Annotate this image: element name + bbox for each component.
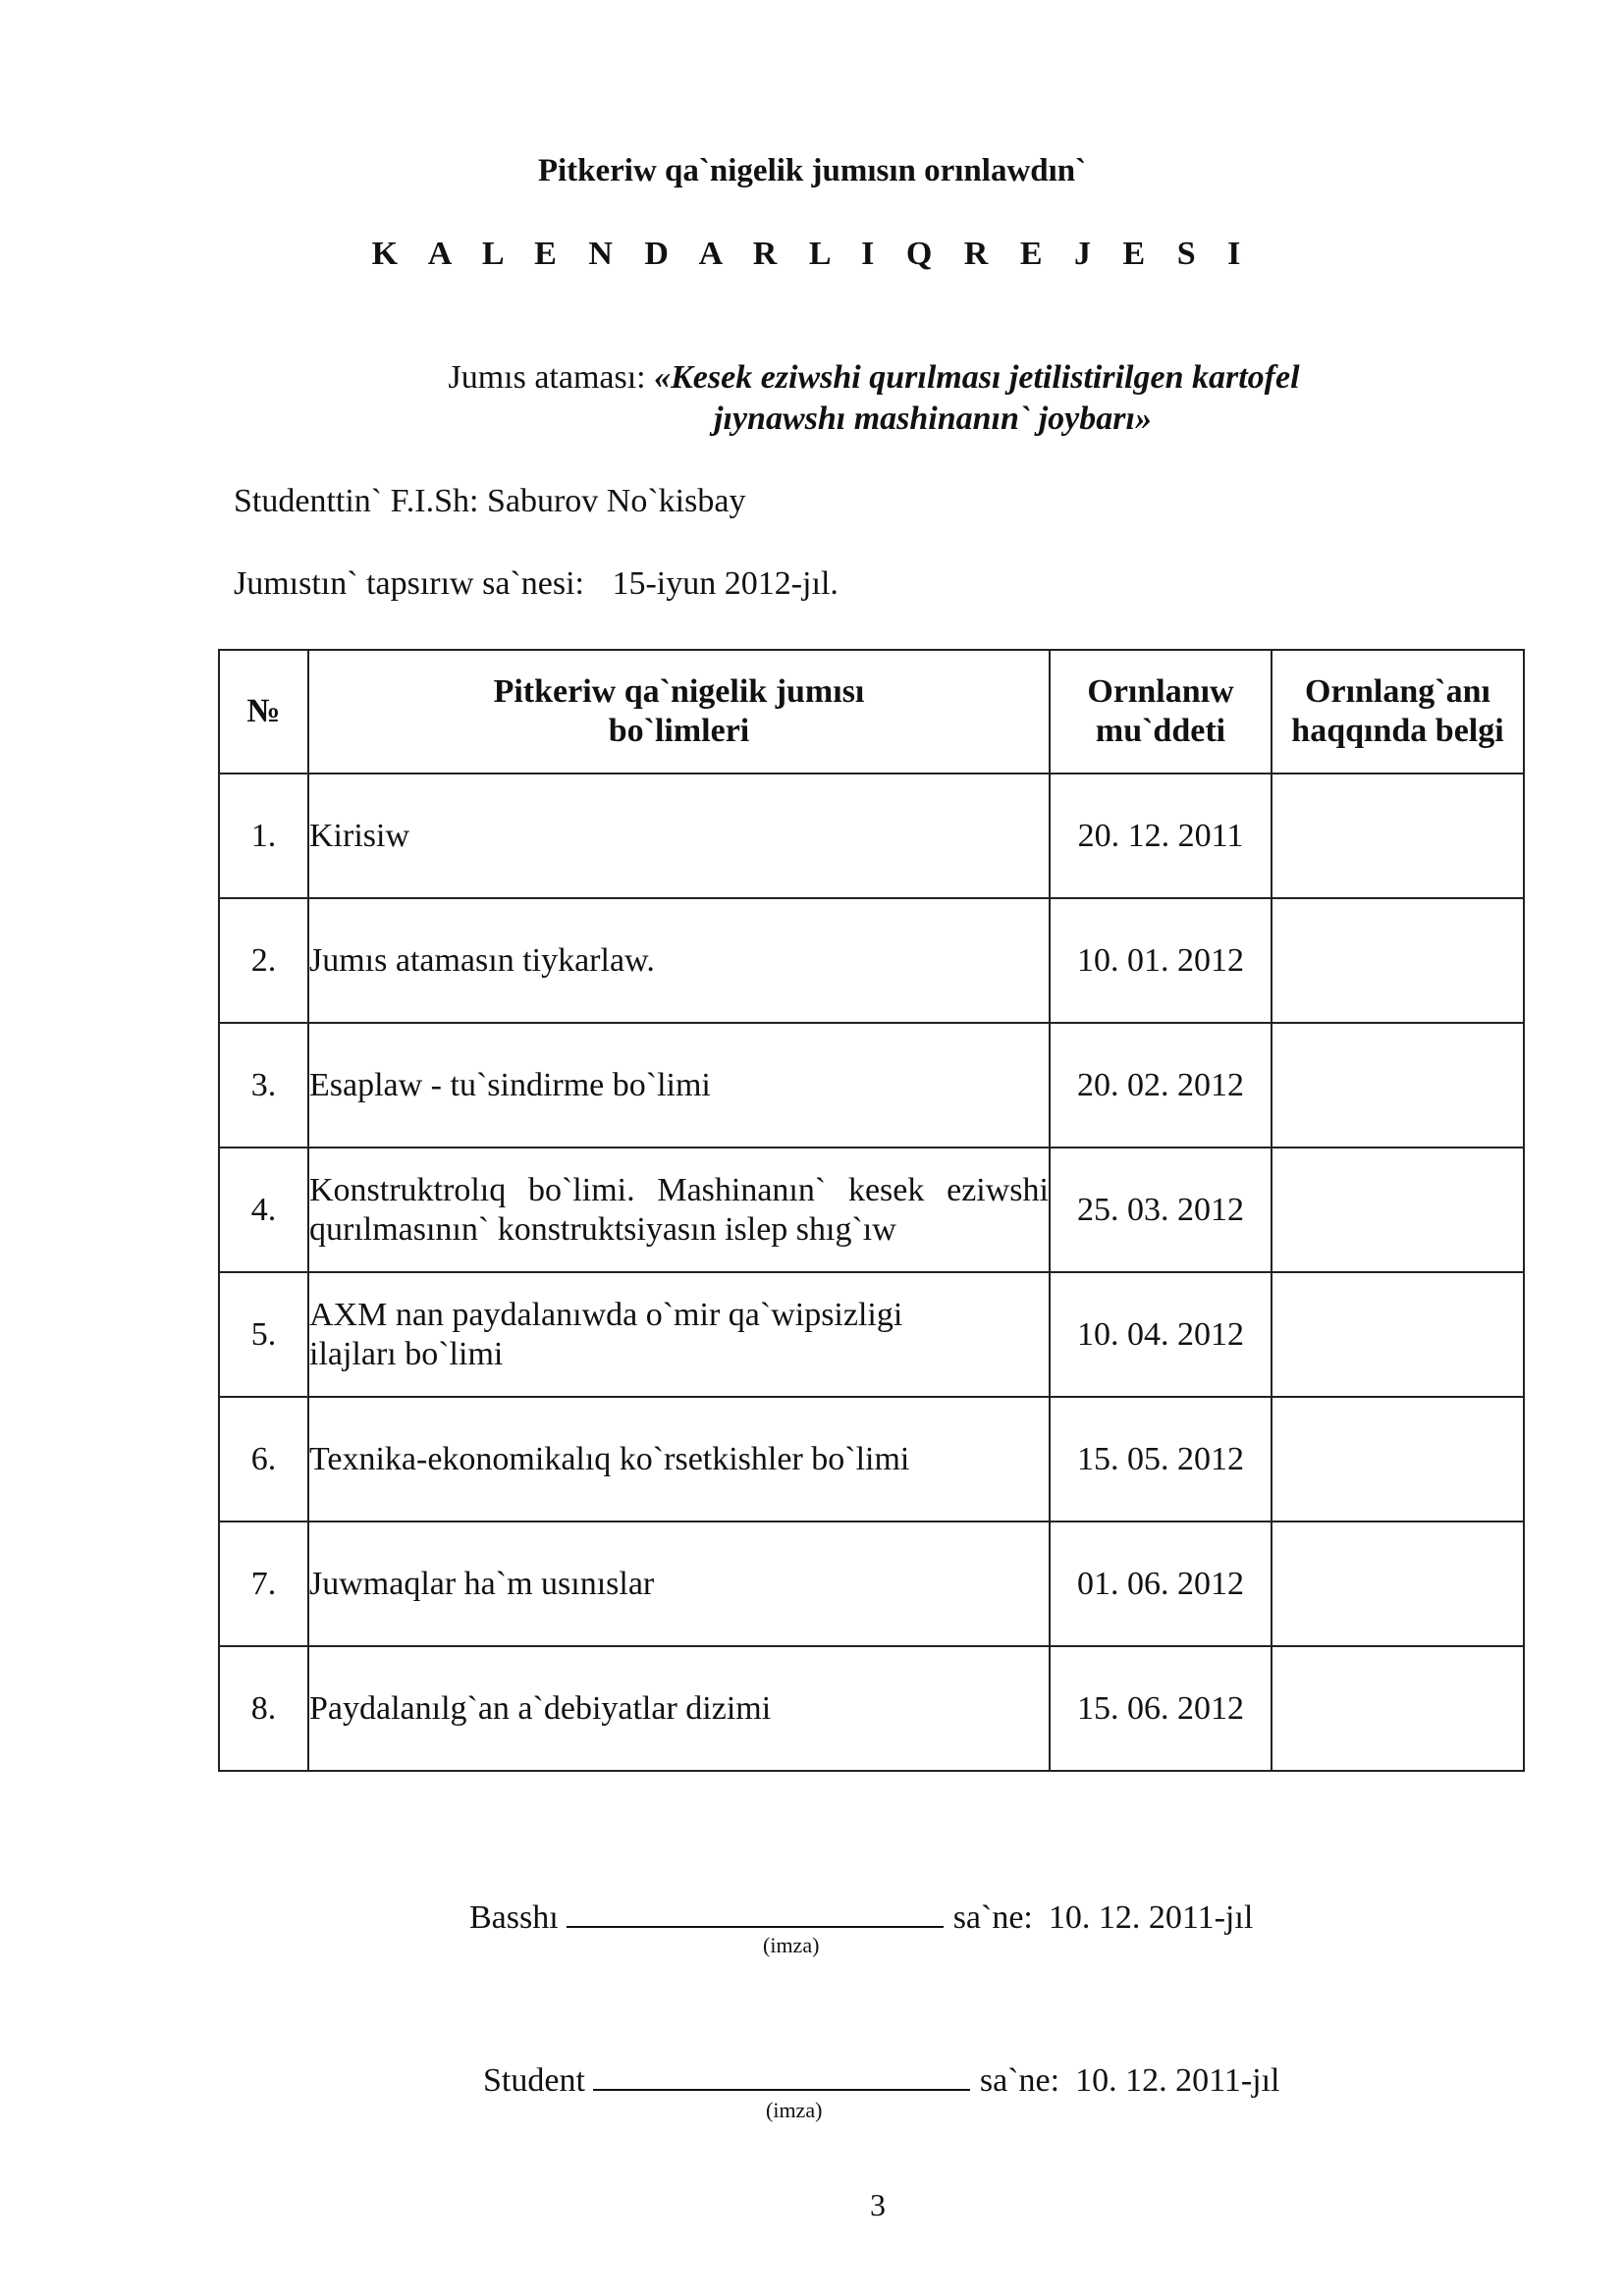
table-row (219, 898, 1524, 1023)
header-deadline: Orınlanıw mu`ddeti (1050, 650, 1272, 774)
header-section: Pitkeriw qa`nigelik jumısı bo`limleri (308, 650, 1050, 774)
row-num: 5. (219, 1272, 308, 1397)
table-row (219, 1397, 1524, 1522)
student-name: Saburov No`kisbay (486, 483, 746, 519)
row-section-name: Konstruktrolıq bo`limi. Mashinanın` kesek eziwshi qurılmasının` konstruktsiyasın islep shıg`ıw (308, 1148, 1050, 1272)
task-date-value: 15-iyun 2012-jıl. (612, 565, 839, 602)
row-deadline: 15. 06. 2012 (1050, 1646, 1272, 1771)
table-row (219, 1646, 1524, 1771)
student-signature-blank (593, 2057, 970, 2091)
task-date-label: Jumıstın` tapsırıw sa`nesi: (234, 565, 584, 602)
row-deadline: 25. 03. 2012 (1050, 1148, 1272, 1272)
row-section-name: Jumıs atamasın tiykarlaw. (308, 898, 1050, 1023)
student-label: Studenttin` F.I.Sh: (234, 483, 479, 519)
row-mark-cell (1272, 1522, 1524, 1646)
supervisor-label: Basshı (469, 1899, 559, 1936)
row-num: 8. (219, 1646, 308, 1771)
table-header-row (219, 650, 1524, 774)
supervisor-signature-line (469, 1895, 1253, 1937)
row-num: 2. (219, 898, 308, 1023)
row-mark-cell (1272, 1023, 1524, 1148)
student-signature-line (483, 2057, 1280, 2100)
row-deadline: 20. 02. 2012 (1050, 1023, 1272, 1148)
row-deadline: 01. 06. 2012 (1050, 1522, 1272, 1646)
table-row (219, 1522, 1524, 1646)
supervisor-imza-caption: (imza) (763, 1933, 820, 1957)
row-mark-cell (1272, 898, 1524, 1023)
header-mark: Orınlang`anı haqqında belgi (1272, 650, 1524, 774)
topic-value-line2: jıynawshı mashinanın` joybarı» (714, 400, 1152, 437)
row-deadline: 20. 12. 2011 (1050, 774, 1272, 898)
topic-value-line1: «Kesek eziwshi qurılması jetilistirilgen kartofel (654, 359, 1300, 396)
row-mark-cell (1272, 1148, 1524, 1272)
row-section-name: Texnika-ekonomikalıq ko`rsetkishler bo`limi (308, 1397, 1050, 1522)
row-mark-cell (1272, 774, 1524, 898)
row-num: 4. (219, 1148, 308, 1272)
row-section-name: Kirisiw (308, 774, 1050, 898)
page-number: 3 (870, 2187, 886, 2222)
document-heading: Pitkeriw qa`nigelik jumısın orınlawdın` (537, 153, 1087, 188)
task-date-line (234, 565, 839, 603)
topic-block (0, 357, 1624, 440)
row-section-name: Esaplaw - tu`sindirme bo`limi (308, 1023, 1050, 1148)
row-mark-cell (1272, 1397, 1524, 1522)
supervisor-signature-blank (567, 1895, 944, 1928)
student-date-label: sa`ne: (979, 2062, 1060, 2099)
row-mark-cell (1272, 1272, 1524, 1397)
supervisor-date-label: sa`ne: (952, 1899, 1033, 1936)
student-imza-caption: (imza) (766, 2098, 823, 2122)
row-num: 6. (219, 1397, 308, 1522)
document-title: K A L E N D A R L I Q R E J E S I (371, 236, 1253, 272)
row-num: 1. (219, 774, 308, 898)
row-deadline: 10. 04. 2012 (1050, 1272, 1272, 1397)
row-deadline: 10. 01. 2012 (1050, 898, 1272, 1023)
row-section-name: Paydalanılg`an a`debiyatlar dizimi (308, 1646, 1050, 1771)
header-num: № (219, 650, 308, 774)
student-signature-label: Student (483, 2062, 585, 2099)
supervisor-date: 10. 12. 2011-jıl (1048, 1899, 1254, 1936)
row-deadline: 15. 05. 2012 (1050, 1397, 1272, 1522)
student-date: 10. 12. 2011-jıl (1075, 2062, 1280, 2099)
table-row (219, 774, 1524, 898)
table-row (219, 1148, 1524, 1272)
calendar-plan-table (218, 649, 1525, 1772)
row-mark-cell (1272, 1646, 1524, 1771)
topic-label: Jumıs ataması: (448, 359, 646, 396)
row-num: 7. (219, 1522, 308, 1646)
row-section-name: AXM nan paydalanıwda o`mir qa`wipsizligi ilajları bo`limi (308, 1272, 1050, 1397)
row-num: 3. (219, 1023, 308, 1148)
row-section-name: Juwmaqlar ha`m usınıslar (308, 1522, 1050, 1646)
table-row (219, 1023, 1524, 1148)
student-name-line (234, 483, 745, 520)
table-row (219, 1272, 1524, 1397)
